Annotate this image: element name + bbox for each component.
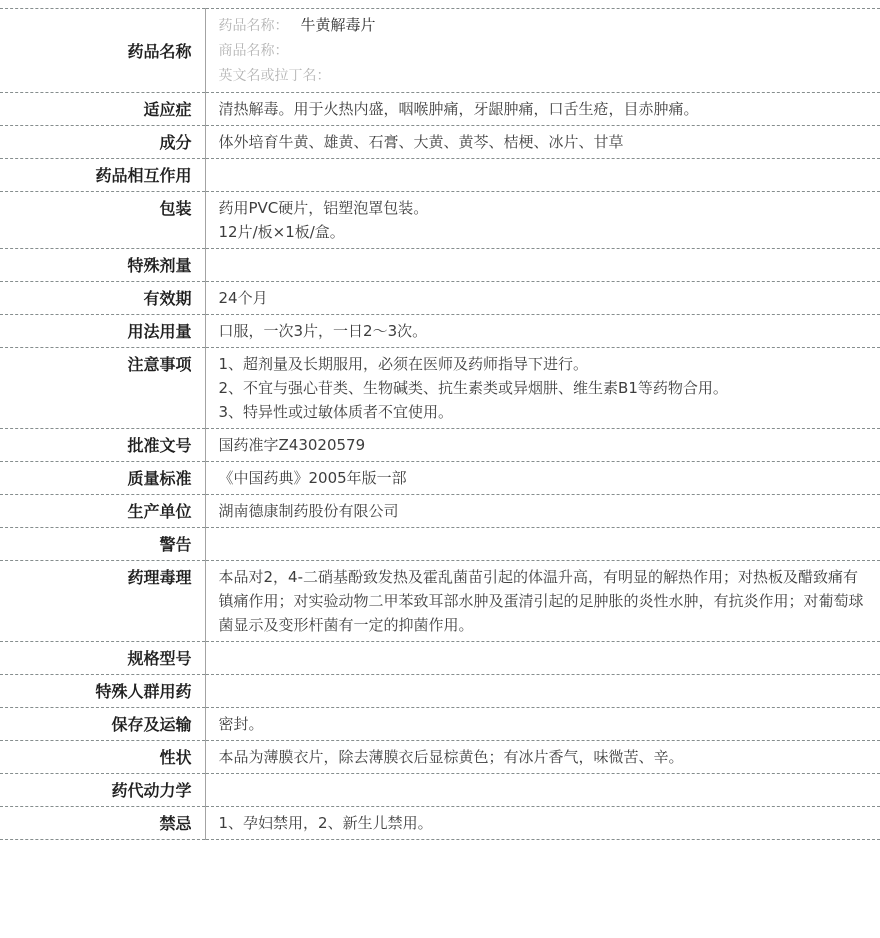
value-line: 3、特异性或过敏体质者不宜使用。 [218, 403, 454, 421]
table-row [0, 249, 880, 282]
row-value [205, 528, 880, 561]
value-line: 2、不宜与强心苷类、生物碱类、抗生素类或异烟肼、维生素B1等药物合用。 [218, 379, 728, 397]
row-label: 包装 [0, 192, 205, 249]
row-label: 注意事项 [0, 348, 205, 429]
value-line: 本品对2，4-二硝基酚致发热及霍乱菌苗引起的体温升高，有明显的解热作用；对热板及醋致痛有镇痛作用；对实验动物二甲苯致耳部水肿及蛋清引起的足肿胀的炎性水肿，有抗炎作用；对葡萄球菌显示及变形杆菌有一定的抑菌作用。 [218, 568, 864, 634]
table-row [0, 282, 880, 315]
row-value [205, 774, 880, 807]
row-value [205, 348, 880, 429]
table-row [0, 675, 880, 708]
row-label: 药代动力学 [0, 774, 205, 807]
row-value [205, 642, 880, 675]
value-line: 24个月 [218, 289, 268, 307]
row-value [205, 126, 880, 159]
table-row [0, 126, 880, 159]
field-label: 英文名或拉丁名： [218, 68, 331, 84]
row-label: 保存及运输 [0, 708, 205, 741]
row-label: 警告 [0, 528, 205, 561]
row-label: 有效期 [0, 282, 205, 315]
row-value [205, 462, 880, 495]
row-label: 质量标准 [0, 462, 205, 495]
table-row [0, 495, 880, 528]
table-row [0, 192, 880, 249]
row-value [205, 9, 880, 93]
row-label: 用法用量 [0, 315, 205, 348]
row-label: 性状 [0, 741, 205, 774]
table-row [0, 93, 880, 126]
field-value: 牛黄解毒片 [300, 16, 376, 34]
row-label: 药理毒理 [0, 561, 205, 642]
table-row [0, 159, 880, 192]
row-label: 生产单位 [0, 495, 205, 528]
table-row [0, 741, 880, 774]
field-label: 商品名称： [218, 43, 289, 59]
row-value [205, 159, 880, 192]
value-line: 湖南德康制药股份有限公司 [218, 502, 399, 520]
table-row [0, 462, 880, 495]
value-line [219, 13, 869, 38]
row-label: 特殊剂量 [0, 249, 205, 282]
value-line: 国药准字Z43020579 [218, 436, 366, 454]
row-value [205, 495, 880, 528]
value-line [219, 38, 869, 63]
value-line: 药用PVC硬片，铝塑泡罩包装。 [218, 199, 429, 217]
row-value [205, 675, 880, 708]
value-line: 12片/板×1板/盒。 [218, 223, 345, 241]
table-row [0, 807, 880, 840]
value-line: 清热解毒。用于火热内盛，咽喉肿痛，牙龈肿痛，口舌生疮，目赤肿痛。 [218, 100, 699, 118]
table-row [0, 642, 880, 675]
row-value [205, 93, 880, 126]
table-row [0, 9, 880, 93]
row-label: 药品相互作用 [0, 159, 205, 192]
table-row [0, 429, 880, 462]
table-row [0, 315, 880, 348]
row-value [205, 315, 880, 348]
value-line: 密封。 [218, 715, 264, 733]
row-value [205, 282, 880, 315]
value-line: 本品为薄膜衣片，除去薄膜衣后显棕黄色；有冰片香气，味微苦、辛。 [218, 748, 684, 766]
table-row [0, 348, 880, 429]
value-line: 1、超剂量及长期服用，必须在医师及药师指导下进行。 [218, 355, 589, 373]
value-line: 1、孕妇禁用，2、新生儿禁用。 [218, 814, 433, 832]
field-label: 药品名称： [218, 18, 289, 34]
value-line: 口服，一次3片，一日2～3次。 [218, 322, 428, 340]
row-label: 特殊人群用药 [0, 675, 205, 708]
table-row [0, 528, 880, 561]
row-value [205, 192, 880, 249]
row-value [205, 429, 880, 462]
value-line: 《中国药典》2005年版一部 [218, 469, 407, 487]
row-value [205, 561, 880, 642]
row-label: 规格型号 [0, 642, 205, 675]
row-value [205, 249, 880, 282]
table-row [0, 561, 880, 642]
table-row [0, 708, 880, 741]
drug-info-table [0, 8, 880, 840]
row-value [205, 708, 880, 741]
row-label: 成分 [0, 126, 205, 159]
row-value [205, 741, 880, 774]
row-value [205, 807, 880, 840]
value-line [219, 63, 869, 88]
row-label: 药品名称 [0, 9, 205, 93]
table-row [0, 774, 880, 807]
row-label: 批准文号 [0, 429, 205, 462]
row-label: 适应症 [0, 93, 205, 126]
row-label: 禁忌 [0, 807, 205, 840]
value-line: 体外培育牛黄、雄黄、石膏、大黄、黄芩、桔梗、冰片、甘草 [218, 133, 624, 151]
